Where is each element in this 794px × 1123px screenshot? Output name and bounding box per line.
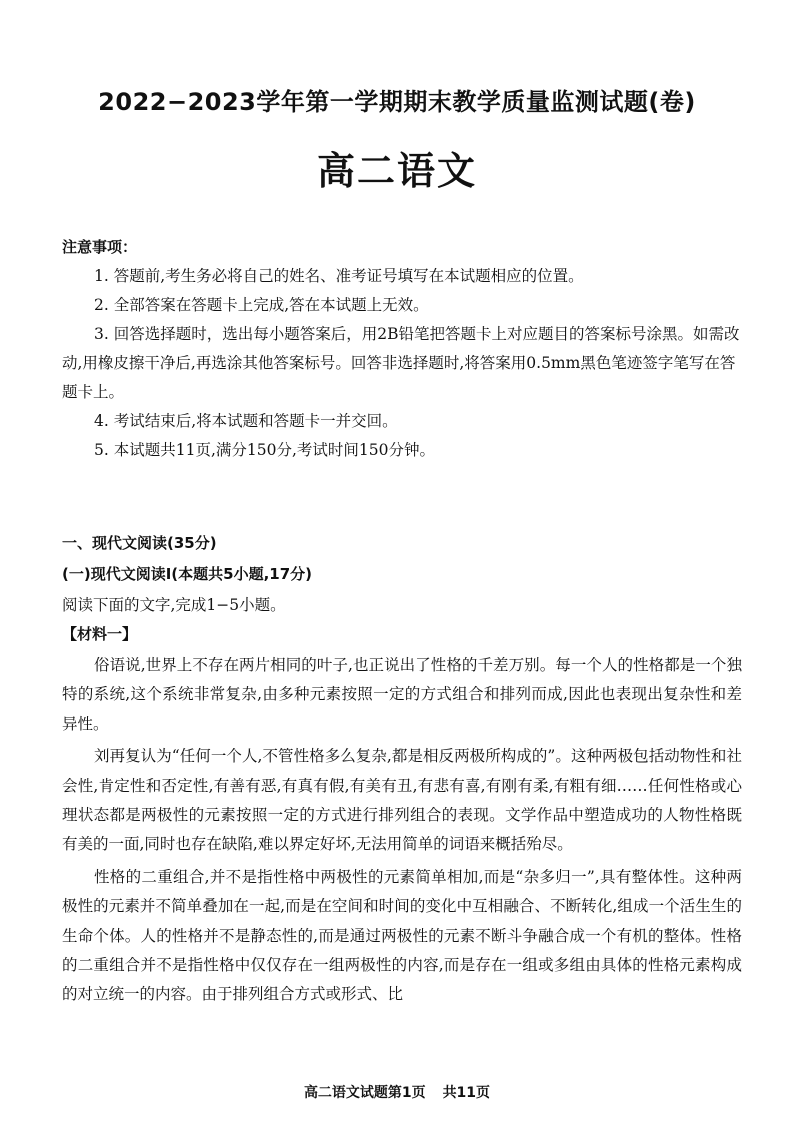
page-footer xyxy=(0,1082,794,1102)
note-item: 2. 全部答案在答题卡上完成,答在本试题上无效。 xyxy=(94,296,429,314)
exam-title: 2022−2023学年第一学期期末教学质量监测试题(卷) xyxy=(98,88,696,116)
subsection-heading: (一)现代文阅读Ⅰ(本题共5小题,17分) xyxy=(62,565,313,583)
note-item: 1. 答题前,考生务必将自己的姓名、准考证号填写在本试题相应的位置。 xyxy=(94,267,584,285)
notes-list xyxy=(62,262,742,465)
note-item: 4. 考试结束后,将本试题和答题卡一并交回。 xyxy=(94,412,398,430)
passage-paragraph: 性格的二重组合,并不是指性格中两极性的元素简单相加,而是“杂多归一”,具有整体性。这种两极性的元素并不简单叠加在一起,而是在空间和时间的变化中互相融合、不断转化,组成一个活生生的生命个体。人的性格并不是静态性的,而是通过两极性的元素不断斗争融合成一个有机的整体。性格的二重组合并不是指性格中仅仅存在一组两极性的内容,而是存在一组或多组由具体的性格元素构成的对立统一的内容。由于排列组合方式或形式、比 xyxy=(62,867,742,1004)
passage-body xyxy=(62,651,742,1013)
material-label: 【材料一】 xyxy=(62,625,138,643)
reading-instruction: 阅读下面的文字,完成1−5小题。 xyxy=(62,596,286,614)
passage-paragraph: 俗语说,世界上不存在两片相同的叶子,也正说出了性格的千差万别。每一个人的性格都是一个独特的系统,这个系统非常复杂,由多种元素按照一定的方式组合和排列而成,因此也表现出复杂性和差异性。 xyxy=(62,656,742,733)
footer-page-number: 高二语文试题第1页 xyxy=(303,1085,426,1101)
footer-total-pages: 共11页 xyxy=(442,1085,491,1101)
note-item: 5. 本试题共11页,满分150分,考试时间150分钟。 xyxy=(94,441,435,459)
passage-paragraph: 刘再复认为“任何一个人,不管性格多么复杂,都是相反两极所构成的”。这种两极包括动物性和社会性,肯定性和否定性,有善有恶,有真有假,有美有丑,有悲有喜,有刚有柔,有粗有细……任何性格或心理状态都是两极性的元素按照一定的方式进行排列组合的表现。文学作品中塑造成功的人物性格既有美的一面,同时也存在缺陷,难以界定好坏,无法用简单的词语来概括殆尽。 xyxy=(62,747,742,854)
section-heading: 一、现代文阅读(35分) xyxy=(62,534,217,552)
subject-title: 高二语文 xyxy=(316,149,477,193)
notes-heading: 注意事项： xyxy=(62,238,138,256)
note-item: 3. 回答选择题时，选出每小题答案后，用2B铅笔把答题卡上对应题目的答案标号涂黑。如需改动,用橡皮擦干净后,再选涂其他答案标号。回答非选择题时,将答案用0.5mm黑色笔迹签字笔写在答题卡上。 xyxy=(62,325,740,401)
